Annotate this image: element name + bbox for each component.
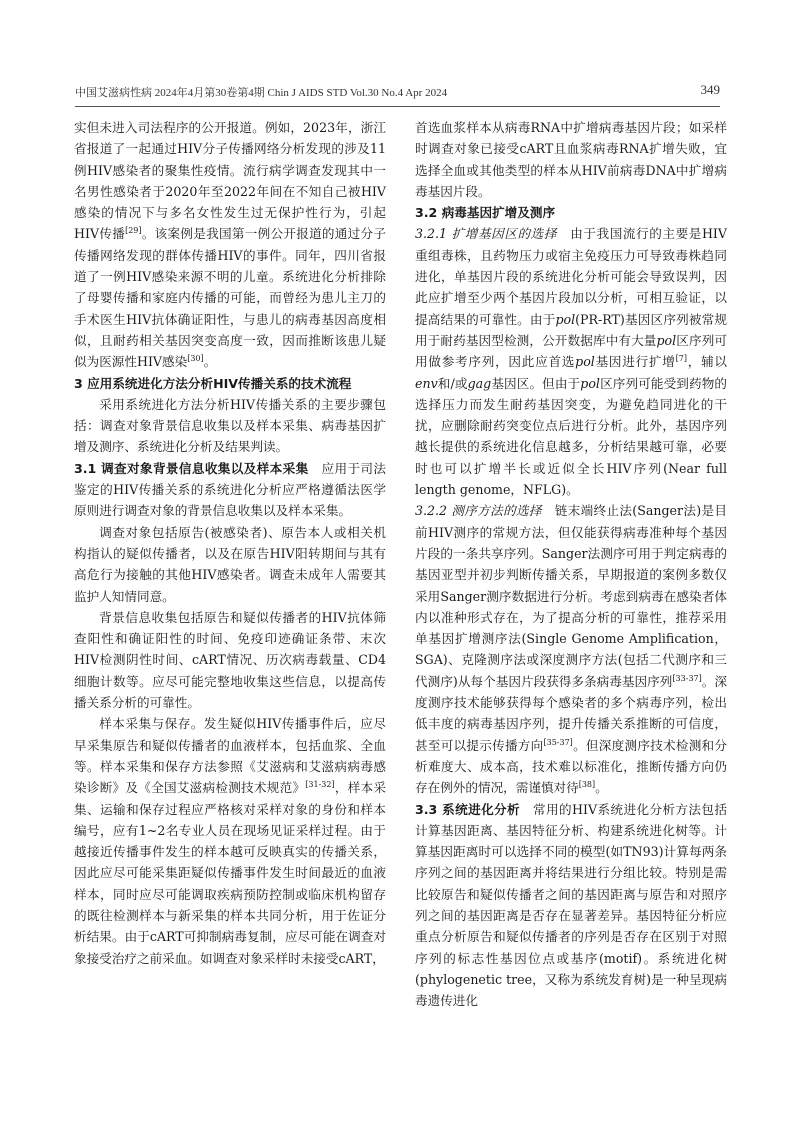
- journal-citation: 中国艾滋病性病 2024年4月第30卷第4期 Chin J AIDS STD Vol.30 No.4 Apr 2024: [75, 87, 448, 99]
- citation: [7]: [675, 354, 687, 364]
- paragraph: 调查对象包括原告(被感染者)、原告本人或相关机构指认的疑似传播者，以及在原告HIV阳转期间与其有高危行为接触的其他HIV感染者。调查未成年人需要其监护人知情同意。: [74, 524, 386, 604]
- paragraph: 采用系统进化方法分析HIV传播关系的主要步骤包括：调查对象背景信息收集以及样本采集、病毒基因扩增及测序、系统进化分析及结果判读。: [74, 396, 386, 455]
- paragraph: 3.2.2 测序方法的选择 链末端终止法(Sanger法)是目前HIV测序的常规方法，但仅能获得病毒准种每个基因片段的一条共享序列。Sanger法测序可用于判定病毒的基因亚型并初步判断传播关系，早期报道的案例多数仅采用Sanger测序数据进行分析。考虑到病毒在感染者体内以准种形式存在，为了提高分析的可靠性，推荐采用单基因扩增测序法(Single Genome Amplification，SGA)、克隆测序法或深度测序方法(包括二代测序和三代测序)从每个基因片段获得多条病毒基因序列[33-37]。深度测序技术能够获得每个感染者的多个病毒序列，检出低丰度的病毒基因序列，提升传播关系推断的可信度，甚至可以提示传播方向[35-37]。但深度测序技术检测和分析难度大、成本高，技术难以标准化，推断传播方向仍存在例外的情况，需谨慎对待[38]。: [415, 503, 728, 796]
- paragraph: 3.1 调查对象背景信息收集以及样本采集 应用于司法鉴定的HIV传播关系的系统进化分析应严格遵循法医学原则进行调查对象的背景信息收集以及样本采集。: [74, 460, 386, 519]
- paragraph: 样本采集与保存。发生疑似HIV传播事件后，应尽早采集原告和疑似传播者的血液样本，包括血浆、全血等。样本采集和保存方法参照《艾滋病和艾滋病病毒感染诊断》及《全国艾滋病检测技术规范》[31-32]，样本采集、运输和保存过程应严格核对采样对象的身份和样本编号，应有1~2名专业人员在现场见证采样过程。由于越接近传播事件发生的样本越可反映真实的传播关系，因此应尽可能采集距疑似传播事件发生时间最近的血液样本，同时应尽可能调取疾病预防控制或临床机构留存的既往检测样本与新采集的样本共同分析，用于佐证分析结果。由于cART可抑制病毒复制，应尽可能在调查对象接受治疗之前采血。如调查对象采样时未接受cART，: [74, 716, 387, 966]
- paragraph: 实但未进入司法程序的公开报道。例如，2023年，浙江省报道了一起通过HIV分子传播网络分析发现的涉及11例HIV感染者的聚集性疫情。流行病学调查发现其中一名男性感染者于2020年至2022年间在不知自己被HIV感染的情况下与多名女性发生过无保护性行为，引起HIV传播[29]。该案例是我国第一例公开报道的通过分子传播网络发现的群体传播HIV的事件。同年，四川省报道了一例HIV感染来源不明的儿童。系统进化分析排除了母婴传播和家庭内传播的可能，而曾经为患儿主刀的手术医生HIV抗体确证阳性，与患儿的病毒基因高度相似，且耐药相关基因突变高度一致，因而推断该患儿疑似为医源性HIV感染[30]。: [74, 120, 387, 370]
- header-rule: [75, 106, 720, 107]
- page-number: 349: [700, 82, 720, 97]
- right-column: [415, 117, 727, 1011]
- left-column: [74, 117, 386, 969]
- subsubsection-heading-3-2-2: 3.2.2 测序方法的选择: [415, 503, 542, 519]
- citation: [38]: [578, 780, 596, 790]
- subsection-heading-3-3: 3.3 系统进化分析: [415, 801, 521, 817]
- citation: [29]: [125, 226, 142, 236]
- paragraph: 背景信息收集包括原告和疑似传播者的HIV抗体筛查阳性和确证阳性的时间、免疫印迹确证条带、末次HIV检测阴性时间、cART情况、历次病毒载量、CD4细胞计数等。应尽可能完整地收集这些信息，以提高传播关系分析的可靠性。: [74, 609, 386, 711]
- subsubsection-heading-3-2-1: 3.2.1 扩增基因区的选择: [415, 226, 558, 242]
- subsection-heading-3-2: 3.2 病毒基因扩增及测序: [415, 205, 556, 221]
- section-heading-3: 3 应用系统进化方法分析HIV传播关系的技术流程: [74, 375, 352, 391]
- citation: [31-32]: [305, 780, 335, 790]
- running-header: [75, 84, 720, 104]
- paragraph: 首选血浆样本从病毒RNA中扩增病毒基因片段；如采样时调查对象已接受cART且血浆病毒RNA扩增失败，宜选择全血或其他类型的样本从HIV前病毒DNA中扩增病毒基因片段。: [415, 120, 727, 199]
- paragraph: 3.3 系统进化分析 常用的HIV系统进化分析方法包括计算基因距离、基因特征分析、构建系统进化树等。计算基因距离时可以选择不同的模型(如TN93)计算每两条序列之间的基因距离并将结果进行分组比较。特别是需比较原告和疑似传播者之间的基因距离与原告和对照序列之间的基因距离是否存在显著差异。基因特征分析应重点分析原告和疑似传播者的序列是否存在区别于对照序列的标志性基因位点或基序(motif)。系统进化树(phylogenetic tree，又称为系统发育树)是一种呈现病毒遗传进化: [415, 801, 727, 1009]
- citation: [33-37]: [672, 673, 702, 683]
- citation: [30]: [187, 354, 204, 364]
- citation: [35-37]: [543, 737, 573, 747]
- paragraph: 3.2.1 扩增基因区的选择 由于我国流行的主要是HIV重组毒株，且药物压力或宿主免疫压力可导致毒株趋同进化，单基因片段的系统进化分析可能会导致误判，因此应扩增至少两个基因片段加以分析，可相互验证，以提高结果的可靠性。由于pol(PR-RT)基因区序列被常规用于耐药基因型检测，公开数据库中有大量pol区序列可用做参考序列，因此应首选pol基因进行扩增[7]，辅以env和/或gag基因区。但由于pol区序列可能受到药物的选择压力而发生耐药基因突变，为避免趋同进化的干扰，应删除耐药突变位点后进行分析。此外，基因序列越长提供的系统进化信息越多，分析结果越可靠，必要时也可以扩增半长或近似全长HIV序列(Near full length genome，NFLG)。: [415, 226, 728, 498]
- subsection-heading-3-1: 3.1 调查对象背景信息收集以及样本采集: [74, 460, 309, 476]
